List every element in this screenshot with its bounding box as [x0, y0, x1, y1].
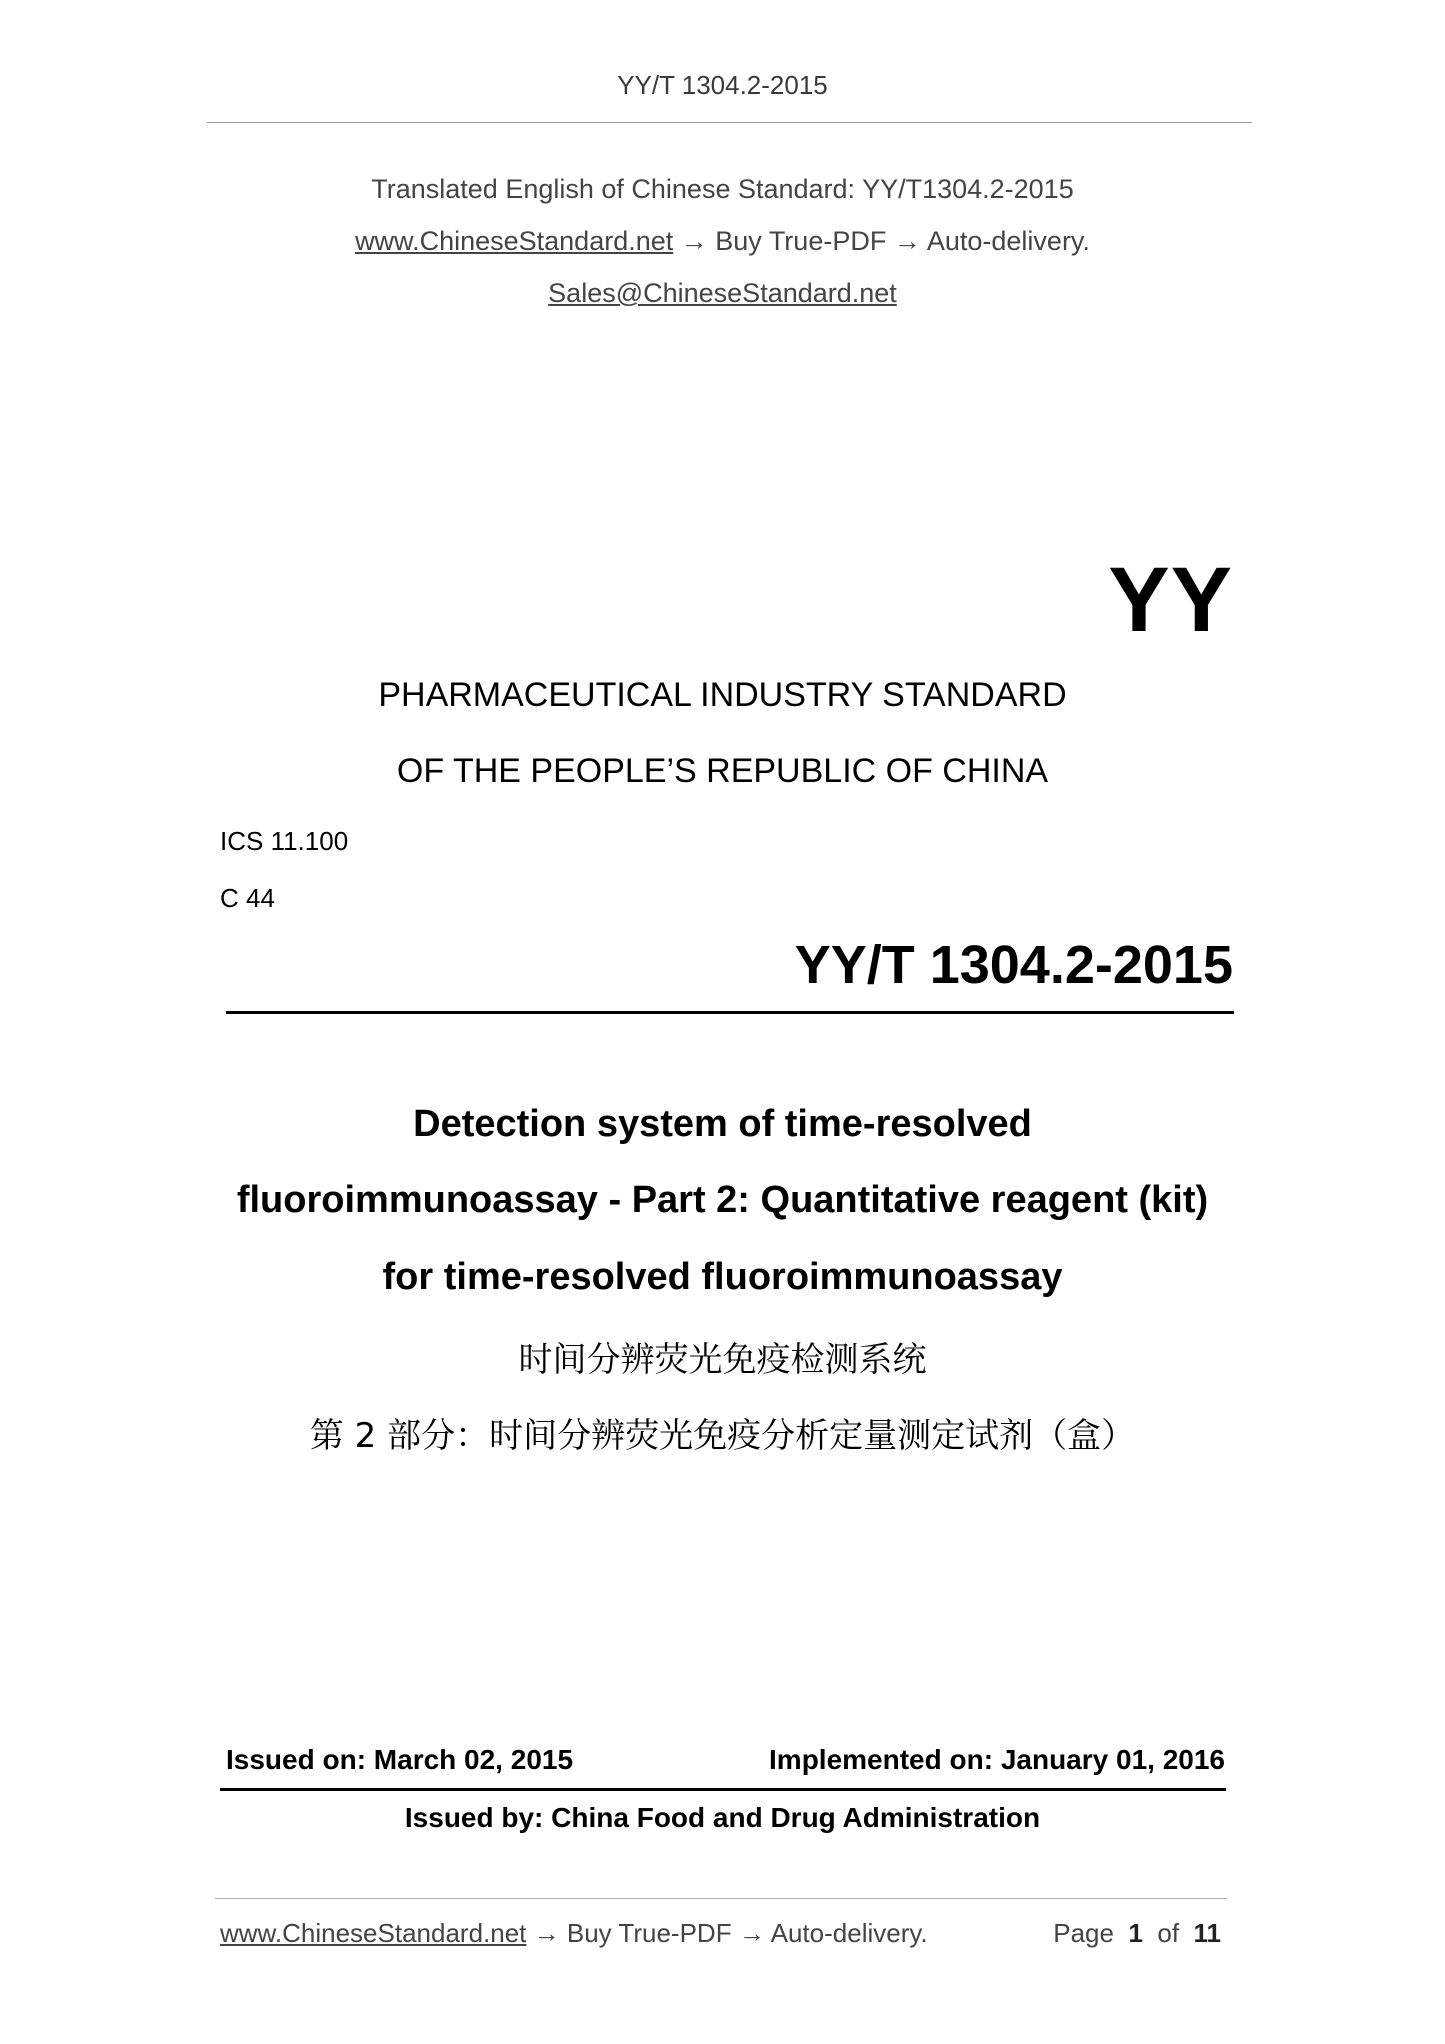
standard-number: YY/T 1304.2-2015 — [794, 935, 1233, 995]
page-number: 1 — [1128, 1918, 1143, 1948]
delivery-text: Auto-delivery. — [926, 226, 1090, 256]
footer-delivery-text: Auto-delivery. — [770, 1918, 928, 1948]
header-divider — [207, 122, 1252, 123]
buy-text: Buy True-PDF — [715, 226, 887, 256]
title-line-3: for time-resolved fluoroimmunoassay — [382, 1256, 1063, 1298]
page-label: Page — [1053, 1918, 1114, 1948]
title-line-1: Detection system of time-resolved — [413, 1103, 1032, 1145]
arrow-right-icon: → — [533, 1918, 560, 1948]
arrow-right-icon: → — [893, 226, 921, 256]
arrow-right-icon: → — [680, 226, 708, 256]
purchase-line — [0, 226, 1445, 257]
issued-on-date: Issued on: March 02, 2015 — [226, 1744, 574, 1775]
chinese-title-line-2: 第 2 部分：时间分辨荧光免疫分析定量测定试剂（盒） — [309, 1416, 1136, 1456]
ccs-code: C 44 — [220, 883, 275, 913]
chinese-title-line-1: 时间分辨荧光免疫检测系统 — [518, 1340, 927, 1380]
title-line-2: fluoroimmunoassay - Part 2: Quantitative reagent (kit) — [236, 1179, 1209, 1221]
dates-divider — [220, 1788, 1226, 1791]
running-header: YY/T 1304.2-2015 — [617, 70, 828, 100]
site-link[interactable]: www.ChineseStandard.net — [355, 226, 674, 256]
footer-buy-text: Buy True-PDF — [566, 1918, 732, 1948]
translated-standard-line: Translated English of Chinese Standard: YY/T1304.2-2015 — [371, 174, 1074, 204]
standard-number-divider — [226, 1011, 1234, 1014]
footer-divider — [215, 1898, 1227, 1899]
arrow-right-icon: → — [738, 1918, 765, 1948]
sales-line — [0, 278, 1445, 309]
standard-code-logo: YY — [1108, 549, 1233, 651]
ics-code: ICS 11.100 — [220, 826, 349, 856]
implemented-on-date: Implemented on: January 01, 2016 — [769, 1744, 1225, 1775]
footer-site-link[interactable]: www.ChineseStandard.net — [220, 1918, 527, 1948]
category-line-2: OF THE PEOPLE’S REPUBLIC OF CHINA — [396, 752, 1049, 790]
sales-email-link[interactable]: Sales@ChineseStandard.net — [548, 278, 897, 308]
footer-purchase-line — [220, 1918, 928, 1949]
category-line-1: PHARMACEUTICAL INDUSTRY STANDARD — [378, 676, 1067, 714]
of-label: of — [1157, 1918, 1180, 1948]
total-pages: 11 — [1193, 1918, 1221, 1948]
issuing-authority: Issued by: China Food and Drug Administration — [404, 1802, 1041, 1833]
page-indicator — [1053, 1918, 1221, 1949]
